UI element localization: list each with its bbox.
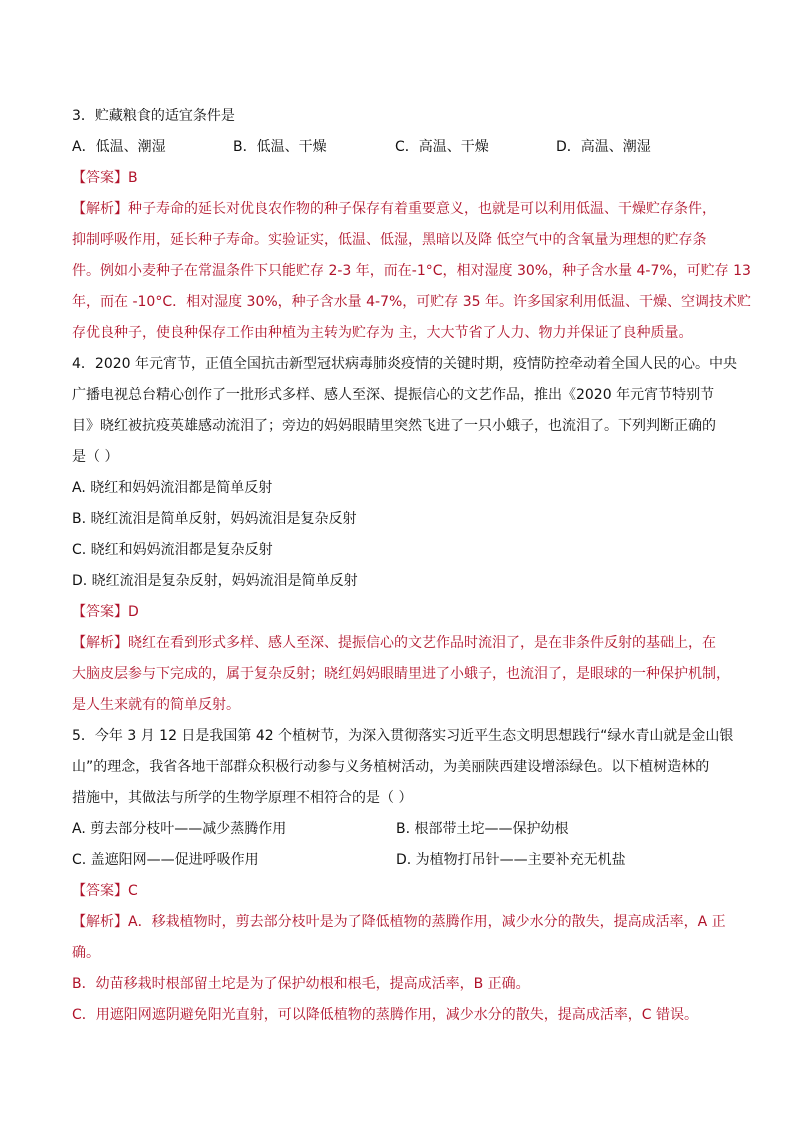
q3-answer (72, 163, 724, 194)
q3-option-d: D．高温、潮湿 (556, 139, 651, 155)
q4-option-b: B. 晓红流泪是简单反射，妈妈流泪是复杂反射 (72, 511, 357, 527)
q5-explain-tag: 【解析】 (72, 914, 128, 930)
q5-options-row-1 (72, 814, 724, 845)
q4-explain-tag: 【解析】 (72, 635, 128, 651)
q5-explain-line-1: 【解析】A．移栽植物时，剪去部分枝叶是为了降低植物的蒸腾作用，减少水分的散失，提高成活率，A 正 (72, 914, 726, 930)
q3-explain-line-3: 件。例如小麦种子在常温条件下只能贮存 2-3 年，而在-1°C，相对湿度 30%，种子含水量 4-7%，可贮存 13 (72, 263, 751, 279)
q3-explain-line-2: 抑制呼吸作用，延长种子寿命。实验证实，低温、低湿，黑暗以及降 低空气中的含氧量为理想的贮存条 (72, 232, 707, 248)
document-content (72, 101, 751, 1031)
q5-options-row-2 (72, 845, 724, 876)
q4-option-a: A. 晓红和妈妈流泪都是简单反射 (72, 480, 273, 496)
q5-answer (72, 876, 724, 907)
q4-answer-value: D (128, 604, 139, 620)
q3-explain-line-5: 存优良种子，使良种保存工作由种植为主转为贮存为 主，大大节省了人力、物力并保证了良种质量。 (72, 325, 693, 341)
q3-answer-tag: 【答案】 (72, 170, 128, 186)
q4-stem-line-1: 4．2020 年元宵节，正值全国抗击新型冠状病毒肺炎疫情的关键时期，疫情防控牵动着全国人民的心。中央 (72, 356, 737, 372)
q3-explain-line-1: 【解析】种子寿命的延长对优良农作物的种子保存有着重要意义，也就是可以利用低温、干燥贮存条件， (72, 201, 716, 217)
q4-stem-line-4: 是（ ） (72, 449, 119, 465)
q3-option-b: B．低温、干燥 (233, 139, 327, 155)
q5-option-c: C. 盖遮阳网——促进呼吸作用 (72, 852, 259, 868)
q4-stem-line-2: 广播电视总台精心创作了一批形式多样、感人至深、提振信心的文艺作品，推出《2020 年元宵节特别节 (72, 387, 715, 403)
q3-options (72, 132, 724, 163)
q5-explain-line-3: B．幼苗移栽时根部留土坨是为了保护幼根和根毛，提高成活率，B 正确。 (72, 976, 530, 992)
q5-option-b: B. 根部带土坨——保护幼根 (396, 821, 569, 837)
q4-explain-line-1: 【解析】晓红在看到形式多样、感人至深、提振信心的文艺作品时流泪了，是在非条件反射的基础上，在 (72, 635, 716, 651)
q3-answer-value: B (128, 170, 138, 186)
q4-explain-line-2: 大脑皮层参与下完成的，属于复杂反射；晓红妈妈眼睛里进了小蛾子，也流泪了，是眼球的一种保护机制， (72, 666, 730, 682)
q4-answer (72, 597, 724, 628)
q5-option-a: A. 剪去部分枝叶——减少蒸腾作用 (72, 821, 287, 837)
q5-explain-line-2: 确。 (72, 945, 100, 961)
q4-stem-line-3: 目》晓红被抗疫英雄感动流泪了；旁边的妈妈眼睛里突然飞进了一只小蛾子，也流泪了。下列判断正确的 (72, 418, 716, 434)
q3-explain-tag: 【解析】 (72, 201, 128, 217)
q5-stem-line-1: 5．今年 3 月 12 日是我国第 42 个植树节，为深入贯彻落实习近平生态文明思想践行“绿水青山就是金山银 (72, 728, 734, 744)
q5-explain-line-4: C．用遮阳网遮阴避免阳光直射，可以降低植物的蒸腾作用，减少水分的散失，提高成活率，C 错误。 (72, 1007, 698, 1023)
q4-explain-line-3: 是人生来就有的简单反射。 (72, 697, 240, 713)
q5-option-d: D. 为植物打吊针——主要补充无机盐 (396, 852, 626, 868)
q5-answer-tag: 【答案】 (72, 883, 128, 899)
q3-stem: 3．贮藏粮食的适宜条件是 (72, 108, 235, 124)
q4-option-d: D. 晓红流泪是复杂反射，妈妈流泪是简单反射 (72, 573, 358, 589)
q5-stem-line-2: 山”的理念，我省各地干部群众积极行动参与义务植树活动，为美丽陕西建设增添绿色。以下植树造林的 (72, 759, 710, 775)
q3-explain-line-4: 年，而在 -10°C．相对湿度 30%，种子含水量 4-7%，可贮存 35 年。许多国家利用低温、干燥、空调技术贮 (72, 294, 751, 310)
q3-option-a: A．低温、潮湿 (72, 139, 166, 155)
q5-answer-value: C (128, 883, 138, 899)
q4-answer-tag: 【答案】 (72, 604, 128, 620)
q5-stem-line-3: 措施中，其做法与所学的生物学原理不相符合的是（ ） (72, 790, 413, 806)
q4-option-c: C. 晓红和妈妈流泪都是复杂反射 (72, 542, 273, 558)
q3-option-c: C．高温、干燥 (395, 139, 489, 155)
